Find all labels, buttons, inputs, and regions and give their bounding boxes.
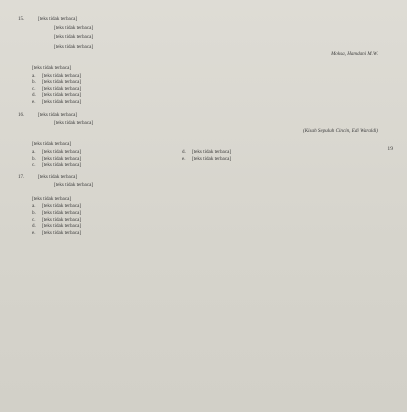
q15-paragraph: [teks tidak terbaca] [54,34,94,41]
option-letter: c. [32,85,36,92]
option-letter: a. [32,203,36,210]
option-text: [teks tidak terbaca] [42,92,82,99]
option-item[interactable] [182,156,332,163]
q15-passage [48,25,378,58]
option-letter: e. [32,98,36,105]
option-item[interactable] [32,86,387,93]
option-letter: c. [32,162,36,169]
margin-page-number: 19 [387,146,393,152]
option-letter: a. [32,72,36,79]
q15-instruction: [teks tidak terbaca] [38,16,78,22]
q17-passage [48,182,378,189]
option-text: [teks tidak terbaca] [42,216,82,223]
q16-passage [48,120,378,134]
option-item[interactable] [32,92,387,99]
q15-source: Moksa, Hamdani M.W. [331,51,378,58]
option-letter: c. [32,216,36,223]
option-text: [teks tidak terbaca] [42,155,82,162]
q16-paragraph: [teks tidak terbaca] [54,120,94,127]
option-letter: b. [32,155,36,162]
option-item[interactable] [32,73,387,80]
q16-instruction: [teks tidak terbaca] [38,111,78,118]
q17-instruction: [teks tidak terbaca] [38,173,78,180]
option-text: [teks tidak terbaca] [42,210,82,217]
option-text: [teks tidak terbaca] [192,148,232,155]
option-item[interactable] [32,79,387,86]
q17-heading [18,174,387,181]
option-text: [teks tidak terbaca] [42,162,82,169]
option-letter: d. [182,148,186,155]
q16-source: (Kisah Sepuluh Cincin, Edi Waraldi) [303,127,378,134]
option-letter: d. [32,92,36,99]
q17-number: 17. [18,173,25,180]
option-text: [teks tidak terbaca] [42,229,82,236]
option-item[interactable] [32,203,387,210]
option-text: [teks tidak terbaca] [192,155,232,162]
q16-heading [18,112,387,119]
q15-heading [18,16,387,23]
q17-options [32,203,387,236]
q15-paragraph: [teks tidak terbaca] [54,24,94,31]
q16-question: [teks tidak terbaca] [32,141,72,148]
option-letter: e. [32,229,36,236]
option-text: [teks tidak terbaca] [42,203,82,210]
option-text: [teks tidak terbaca] [42,98,82,105]
option-letter: b. [32,79,36,86]
option-item[interactable] [32,149,182,156]
q17-paragraph: [teks tidak terbaca] [54,182,94,189]
option-letter: d. [32,223,36,230]
q17-question: [teks tidak terbaca] [32,195,72,202]
option-letter: e. [182,155,186,162]
option-text: [teks tidak terbaca] [42,223,82,230]
q16-options [32,149,387,169]
option-item[interactable] [32,230,387,237]
q15-question: [teks tidak terbaca] [32,64,72,71]
option-letter: b. [32,210,36,217]
option-item[interactable] [182,149,332,156]
q15-paragraph: [teks tidak terbaca] [54,43,94,50]
option-text: [teks tidak terbaca] [42,79,82,86]
option-letter: a. [32,148,36,155]
option-item[interactable] [32,162,182,169]
option-text: [teks tidak terbaca] [42,148,82,155]
q16-number: 16. [18,111,25,118]
option-text: [teks tidak terbaca] [42,85,82,92]
option-item[interactable] [32,210,387,217]
option-item[interactable] [32,223,387,230]
q15-number: 15. [18,16,25,22]
option-text: [teks tidak terbaca] [42,72,82,79]
option-item[interactable] [32,99,387,106]
q15-options [32,73,387,106]
option-item[interactable] [32,217,387,224]
option-item[interactable] [32,156,182,163]
